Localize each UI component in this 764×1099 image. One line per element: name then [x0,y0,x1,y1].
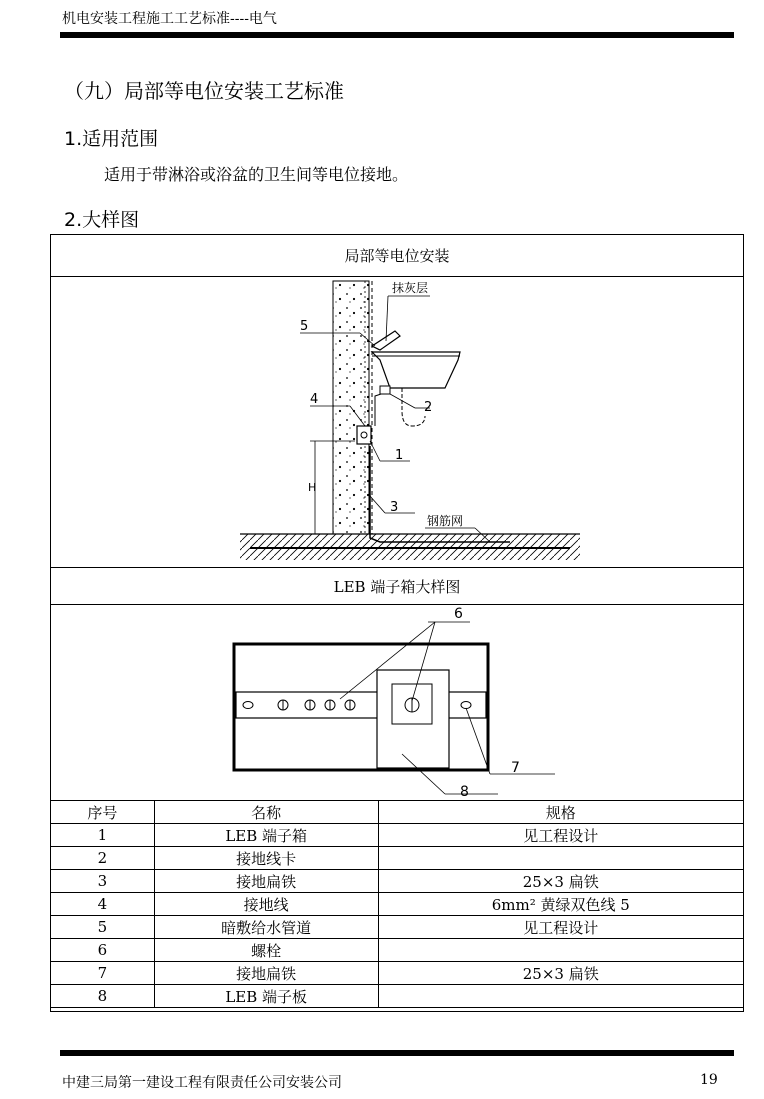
figure2-caption: LEB 端子箱大样图 [51,567,743,605]
col-header-spec: 规格 [378,801,743,824]
col-header-name: 名称 [154,801,378,824]
cell-no: 6 [51,939,155,962]
cell-name: 接地线卡 [154,847,378,870]
figure1-drawing [50,276,744,566]
cell-no: 8 [51,985,155,1008]
cell-no: 5 [51,916,155,939]
cell-no: 2 [51,847,155,870]
scope-text: 适用于带淋浴或浴盆的卫生间等电位接地。 [104,165,409,184]
figure1-caption: 局部等电位安装 [51,235,743,277]
cell-spec: 6mm² 黄绿双色线 5 [378,893,743,916]
cell-name: 接地扁铁 [154,870,378,893]
label-1: 1 [395,448,404,463]
table-row [51,824,744,847]
label-6: 6 [454,606,463,622]
cell-spec: 25×3 扁铁 [378,962,743,985]
label-7: 7 [511,760,520,776]
table-row [51,916,744,939]
cell-name: LEB 端子箱 [154,824,378,847]
cell-no: 1 [51,824,155,847]
table-header-row [51,801,744,824]
cell-no: 4 [51,893,155,916]
cell-name: 接地线 [154,893,378,916]
label-8: 8 [460,784,469,800]
cell-no: 7 [51,962,155,985]
table-row [51,870,744,893]
col-header-no: 序号 [51,801,155,824]
table-row [51,962,744,985]
footer-rule [60,1050,734,1056]
cell-spec [378,847,743,870]
scope-heading: 1.适用范围 [64,128,159,150]
header-title: 机电安装工程施工工艺标准----电气 [62,11,277,27]
table-row [51,893,744,916]
leb-box [357,426,371,444]
label-plaster: 抹灰层 [392,281,429,295]
section-title: （九）局部等电位安装工艺标准 [64,79,344,103]
cell-name: 暗敷给水管道 [154,916,378,939]
header-rule [60,32,734,38]
page-number: 19 [700,1072,718,1088]
basin [372,352,460,388]
cell-name: 接地扁铁 [154,962,378,985]
label-5: 5 [300,319,309,334]
cell-name: LEB 端子板 [154,985,378,1008]
label-3: 3 [390,500,399,515]
cell-spec: 25×3 扁铁 [378,870,743,893]
clip-2 [380,386,390,394]
table-row [51,985,744,1008]
cell-spec: 见工程设计 [378,824,743,847]
footer-company: 中建三局第一建设工程有限责任公司安装公司 [62,1075,342,1091]
detail-heading: 2.大样图 [64,209,140,231]
table-row [51,939,744,962]
cell-spec [378,985,743,1008]
spec-table [50,800,744,1008]
cell-spec: 见工程设计 [378,916,743,939]
cell-name: 螺栓 [154,939,378,962]
label-rebar: 钢筋网 [427,514,464,528]
table-row [51,847,744,870]
cell-spec [378,939,743,962]
figure2-drawing [50,604,744,800]
cell-no: 3 [51,870,155,893]
label-4: 4 [310,392,319,407]
label-height: H [308,481,317,494]
label-2: 2 [424,400,433,415]
